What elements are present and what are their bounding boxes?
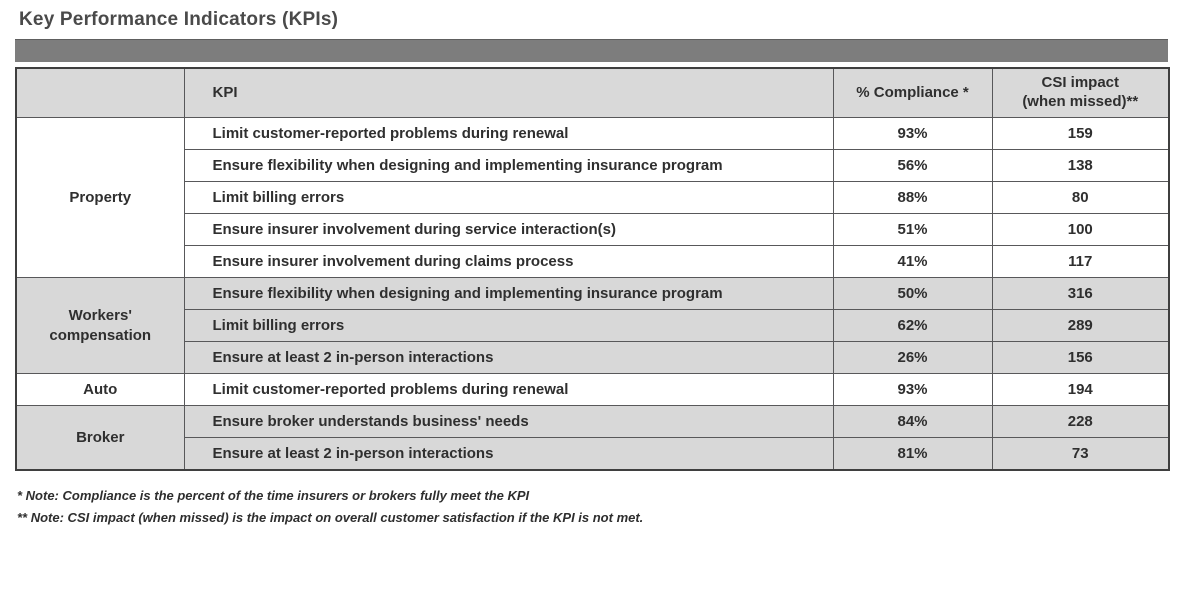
category-header-cell (16, 68, 184, 118)
table-row (16, 118, 1169, 150)
kpi-cell: Ensure broker understands business' needs (184, 406, 833, 438)
category-cell: Auto (16, 374, 184, 406)
csi-cell: 73 (992, 438, 1169, 471)
kpi-table (15, 67, 1170, 471)
compliance-cell: 56% (833, 150, 992, 182)
csi-cell: 80 (992, 182, 1169, 214)
compliance-header-cell: % Compliance * (833, 68, 992, 118)
csi-cell: 316 (992, 278, 1169, 310)
kpi-cell: Limit customer-reported problems during renewal (184, 374, 833, 406)
category-cell: Workers' compensation (16, 278, 184, 374)
footnote-compliance: * Note: Compliance is the percent of the time insurers or brokers fully meet the KPI (17, 488, 530, 503)
csi-header-cell (992, 68, 1169, 118)
footnotes (17, 488, 1179, 525)
category-cell: Broker (16, 406, 184, 471)
table-row (16, 278, 1169, 310)
compliance-cell: 50% (833, 278, 992, 310)
page-title: Key Performance Indicators (KPIs) (19, 9, 339, 30)
csi-cell: 159 (992, 118, 1169, 150)
compliance-cell: 93% (833, 118, 992, 150)
compliance-cell: 88% (833, 182, 992, 214)
csi-header-line2: (when missed)** (1022, 93, 1139, 110)
compliance-cell: 62% (833, 310, 992, 342)
compliance-cell: 26% (833, 342, 992, 374)
csi-cell: 100 (992, 214, 1169, 246)
table-row (16, 246, 1169, 278)
title-divider-bar (15, 39, 1168, 62)
table-row (16, 374, 1169, 406)
kpi-cell: Ensure flexibility when designing and implementing insurance program (184, 150, 833, 182)
header-row (16, 68, 1169, 118)
kpi-cell: Ensure insurer involvement during service interaction(s) (184, 214, 833, 246)
footnote-csi: ** Note: CSI impact (when missed) is the impact on overall customer satisfaction if the KPI is not met. (17, 510, 644, 525)
csi-header-line1: CSI impact (1041, 74, 1120, 92)
table-row (16, 438, 1169, 471)
compliance-cell: 81% (833, 438, 992, 471)
table-row (16, 406, 1169, 438)
kpi-table-body (16, 118, 1169, 471)
kpi-table-header (16, 68, 1169, 118)
compliance-cell: 41% (833, 246, 992, 278)
compliance-cell: 51% (833, 214, 992, 246)
kpi-cell: Ensure insurer involvement during claims process (184, 246, 833, 278)
kpi-cell: Limit billing errors (184, 182, 833, 214)
compliance-cell: 84% (833, 406, 992, 438)
kpi-cell: Limit customer-reported problems during renewal (184, 118, 833, 150)
kpi-cell: Ensure flexibility when designing and implementing insurance program (184, 278, 833, 310)
table-row (16, 182, 1169, 214)
table-row (16, 214, 1169, 246)
csi-cell: 138 (992, 150, 1169, 182)
csi-cell: 194 (992, 374, 1169, 406)
table-row (16, 150, 1169, 182)
kpi-cell: Limit billing errors (184, 310, 833, 342)
csi-cell: 228 (992, 406, 1169, 438)
compliance-cell: 93% (833, 374, 992, 406)
csi-cell: 289 (992, 310, 1169, 342)
kpi-header-cell: KPI (184, 68, 833, 118)
csi-cell: 156 (992, 342, 1169, 374)
table-row (16, 342, 1169, 374)
kpi-cell: Ensure at least 2 in-person interactions (184, 438, 833, 471)
table-row (16, 310, 1169, 342)
category-cell: Property (16, 118, 184, 278)
csi-cell: 117 (992, 246, 1169, 278)
kpi-cell: Ensure at least 2 in-person interactions (184, 342, 833, 374)
